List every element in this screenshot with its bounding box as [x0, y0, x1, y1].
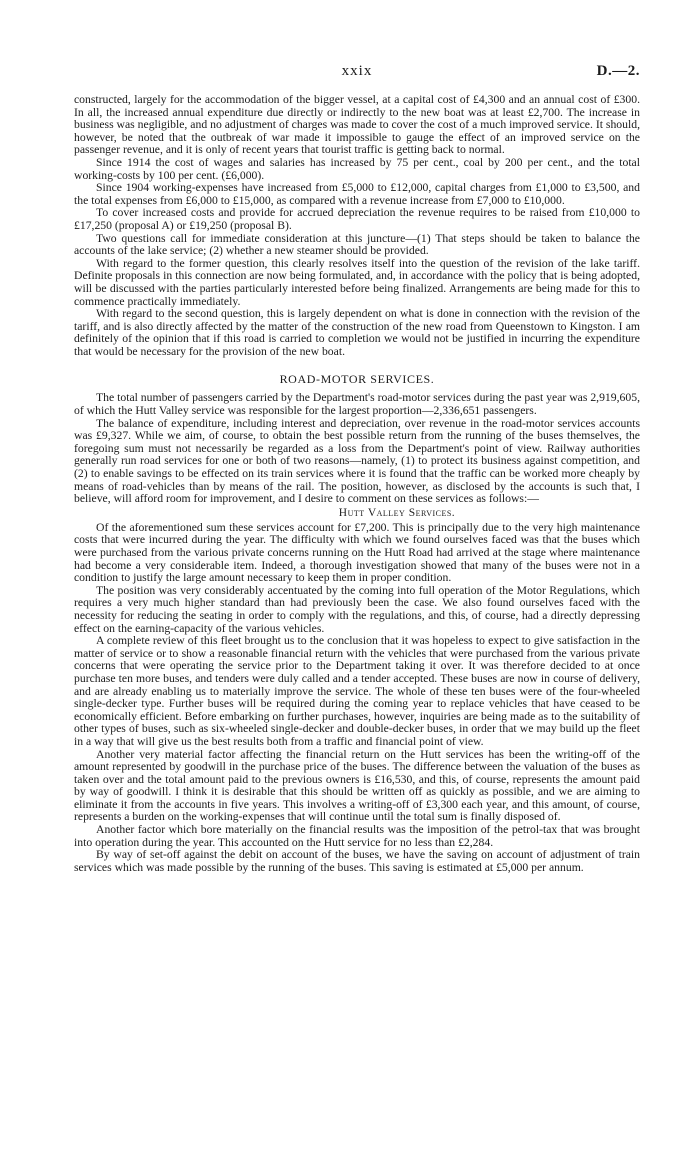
page-number: xxix	[341, 63, 373, 79]
paragraph: With regard to the second question, this is largely dependent on what is done in connection with the revision of the tariff, and is also directly affected by the matter of the construction of the new road from Queenstown to Kingston. I am definitely of the opinion that if this road is carried to completion we would not be justified in incurring the expenditure that would be necessary for the provision of the new boat.	[74, 307, 640, 358]
paragraph: constructed, largely for the accommodation of the bigger vessel, at a capital cost of £4,300 and an annual cost of £300. In all, the increased annual expenditure due directly or indirectly to the new boat was at least £2,700. The increase in business was negligible, and no adjustment of charges was made to cover the cost of a much improved service. It should, however, be noted that the outbreak of war made it impossible to gauge the effect of an improved service on the passenger revenue, and it is only of recent years that tourist traffic is getting back to normal.	[74, 93, 640, 157]
section-heading: ROAD-MOTOR SERVICES.	[279, 372, 435, 387]
page-header	[74, 63, 640, 81]
sub-heading: Hutt Valley Services.	[338, 506, 456, 519]
paragraph: Since 1904 working-expenses have increased from £5,000 to £12,000, capital charges from £1,000 to £3,500, and the total expenses from £6,000 to £15,000, as compared with a revenue increase from £7,000 to £10,000.	[74, 181, 640, 207]
paragraph: By way of set-off against the debit on account of the buses, we have the saving on account of adjustment of train services which was made possible by the running of the buses. This saving is estimated at £5,000 per annum.	[74, 848, 640, 874]
series-reference: D.—2.	[596, 63, 640, 79]
paragraph: The total number of passengers carried by the Department's road-motor services during the past year was 2,919,605, of which the Hutt Valley service was responsible for the largest proportion—2,336,651 passengers.	[74, 391, 640, 418]
paragraph: To cover increased costs and provide for accrued depreciation the revenue requires to be raised from £10,000 to £17,250 (proposal A) or £19,250 (proposal B).	[74, 206, 640, 232]
paragraph: A complete review of this fleet brought us to the conclusion that it was hopeless to expect to give satisfaction in the matter of service or to show a reasonable financial return with the vehicles that were purchased from the various private concerns that were operating the service prior to the Department taking it over. It was therefore decided to at once purchase ten more buses, and tenders were duly called and a tender accepted. These buses are now in course of delivery, and are already enabling us to materially improve the service. The whole of these ten buses were of the four-wheeled single-decker type. Further buses will be required during the coming year to replace vehicles that have ceased to be economically efficient. Before embarking on further purchases, however, inquiries are being made as to the suitability of other types of buses, such as six-wheeled single-decker and double-decker buses, in order that we may build up the fleet in a way that will give us the best results both from a traffic and financial point of view.	[74, 634, 640, 748]
document-body	[74, 94, 640, 874]
paragraph: Since 1914 the cost of wages and salaries has increased by 75 per cent., coal by 200 per cent., and the total working-costs by 100 per cent. (£6,000).	[74, 155, 640, 182]
paragraph: Of the aforementioned sum these services account for £7,200. This is principally due to the very high maintenance costs that were incurred during the year. The difficulty with which we found ourselves faced was that the buses which were purchased from the various private concerns running on the Hutt Road had arrived at the stage where maintenance had become a very considerable item. Indeed, a thorough investigation showed that many of the buses were not in a condition to justify the large amount necessary to keep them in proper condition.	[74, 520, 640, 585]
paragraph: The position was very considerably accentuated by the coming into full operation of the Motor Regulations, which requires a very much higher standard than had previously been the case. We also found ourselves faced with the necessity for reducing the seating in order to comply with the regulations, and this, of course, had a directly depressing effect on the earning-capacity of the various vehicles.	[74, 583, 640, 635]
paragraph: Another factor which bore materially on the financial results was the imposition of the petrol-tax that was brought into operation during the year. This accounted on the Hutt service for no less than £2,284.	[74, 823, 640, 849]
paragraph: The balance of expenditure, including interest and depreciation, over revenue in the road-motor services accounts was £9,327. While we aim, of course, to obtain the best possible return from the running of the buses themselves, the foregoing sum must not necessarily be regarded as a loss from the Department's point of view. Railway authorities generally run road services for one or both of two reasons—namely, (1) to protect its business against competition, and (2) to enable savings to be effected on its train services where it is found that the traffic can be worked more cheaply by means of road-vehicles than by means of the rail. The position, however, as disclosed by the accounts is such that, I believe, will afford room for improvement, and I desire to comment on these services as follows:—	[74, 416, 640, 506]
paragraph: Another very material factor affecting the financial return on the Hutt services has been the writing-off of the amount represented by goodwill in the purchase price of the buses. The difference between the valuation of the buses as taken over and the total amount paid to the previous owners is £16,530, and this, of course, represents the amount paid by way of goodwill. I think it is desirable that this should be written off as quickly as possible, and we are aiming to eliminate it from the accounts in five years. This involves a writing-off of £3,300 each year, and this amount, of course, represents a burden on the working-expenses that will continue until the total sum is finally disposed of.	[74, 747, 640, 824]
paragraph: With regard to the former question, this clearly resolves itself into the question of the revision of the lake tariff. Definite proposals in this connection are now being formulated, and, in accordance with the policy that is being adopted, will be discussed with the parties particularly interested before being finalized. Arrangements are being made for this to commence practically immediately.	[74, 256, 640, 308]
paragraph: Two questions call for immediate consideration at this juncture—(1) That steps should be taken to balance the accounts of the lake service; (2) whether a new steamer should be provided.	[74, 231, 640, 258]
